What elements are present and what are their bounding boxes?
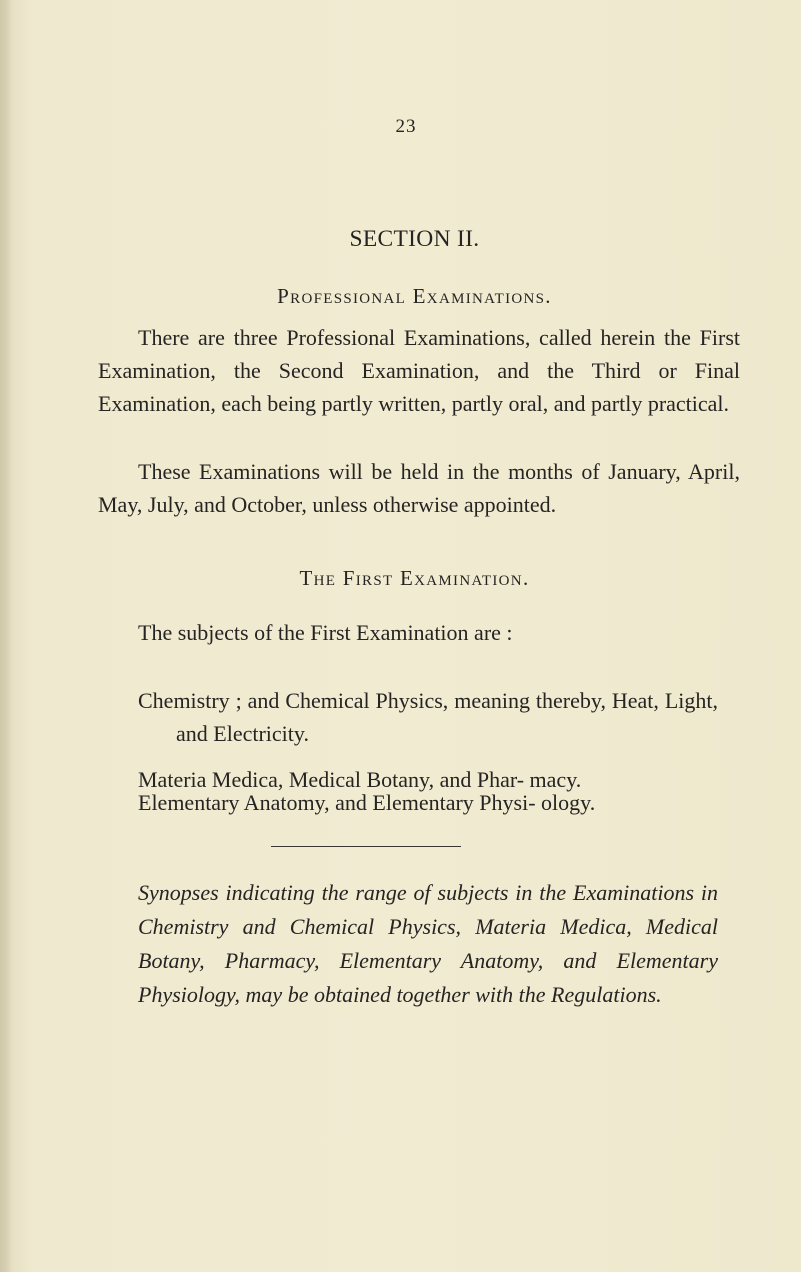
heading-first-examination: The First Examination. [299,566,530,590]
divider-rule [271,846,461,847]
subject-item-chemistry: Chemistry ; and Chemical Physics, meaning thereby, Heat, Light, and Electricity. [138,688,718,746]
synopses-note: Synopses indicating the range of subjects in the Examinations in Chemistry and Chemical Physics, Materia Medica, Medical Botany, Pharmacy, Elementary Anatomy, and Elementary Physiology, may be obtained together with the Regulations. [138,880,718,1007]
heading-professional-examinations: Professional Examinations. [277,284,552,308]
page-gutter [0,0,12,1272]
subject-item-materia-medica: Materia Medica, Medical Botany, and Phar- macy. [138,767,582,792]
paragraph-intro: There are three Professional Examinations, called herein the First Examination, the Second Examination, and the Third or Final Examination, each being partly written, partly oral, and partly practical. [98,325,740,416]
paragraph-months: These Examinations will be held in the months of January, April, May, July, and October, unless otherwise appointed. [98,459,740,517]
subjects-intro: The subjects of the First Examination are : [138,620,513,645]
page-number: 23 [395,116,417,137]
subject-item-anatomy: Elementary Anatomy, and Elementary Physi- ology. [138,790,596,815]
section-title: SECTION II. [349,226,480,252]
